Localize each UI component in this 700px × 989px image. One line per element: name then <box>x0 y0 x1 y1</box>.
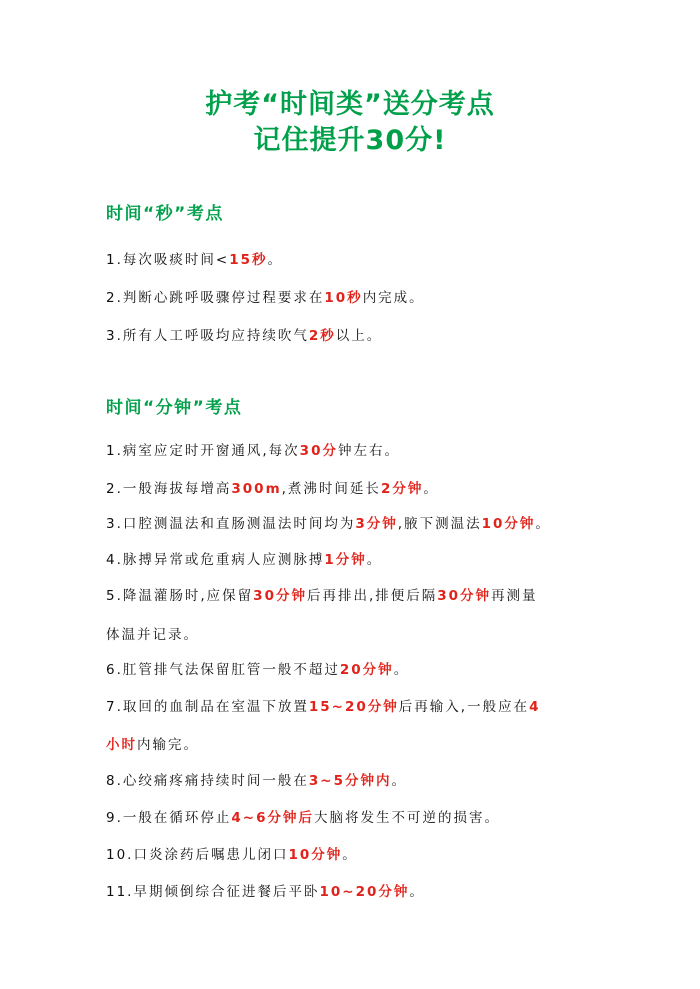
list-item <box>106 625 606 645</box>
highlight-value: 4~6分钟后 <box>231 810 314 826</box>
item-text: 钟左右。 <box>337 443 400 459</box>
highlight-value: 2秒 <box>308 328 336 344</box>
list-item <box>106 771 606 791</box>
item-text: 再测量 <box>491 588 538 604</box>
list-item <box>106 845 606 865</box>
item-text: 8.心绞痛疼痛持续时间一般在 <box>106 773 309 789</box>
list-item <box>106 514 606 534</box>
item-text: 。 <box>393 662 410 678</box>
item-text: ,腋下测温法 <box>397 516 482 532</box>
list-item <box>106 288 606 308</box>
highlight-value: 2分钟 <box>380 481 424 497</box>
item-text: 内完成。 <box>362 290 425 306</box>
item-text: 内输完。 <box>137 737 199 753</box>
item-text: 以上。 <box>335 328 383 344</box>
highlight-value: 300m <box>231 481 282 497</box>
highlight-value: 小时 <box>106 737 137 753</box>
highlight-value: 20分钟 <box>339 662 394 678</box>
highlight-value: 3分钟 <box>355 516 398 532</box>
highlight-value: 10分钟 <box>481 516 536 532</box>
item-text: 体温并记录。 <box>106 627 199 643</box>
item-text: 11.早期倾倒综合征进餐后平卧 <box>106 884 320 900</box>
item-text: 大脑将发生不可逆的损害。 <box>314 810 500 826</box>
list-item <box>106 660 606 680</box>
list-item <box>106 882 606 902</box>
highlight-value: 10秒 <box>324 290 363 306</box>
item-text: ,煮沸时间延长 <box>281 481 381 497</box>
list-item <box>106 808 606 828</box>
section-heading-minutes: 时间“分钟”考点 <box>106 398 243 418</box>
list-item <box>106 735 606 755</box>
highlight-value: 15秒 <box>229 252 268 268</box>
highlight-value: 30分 <box>299 443 338 459</box>
highlight-value: 4 <box>529 699 541 715</box>
item-text: 。 <box>391 773 407 789</box>
highlight-value: 1分钟 <box>324 552 367 568</box>
item-text: 。 <box>342 847 358 863</box>
item-text: 。 <box>366 552 383 568</box>
item-text: 1.每次吸痰时间< <box>106 252 230 268</box>
list-item <box>106 697 606 717</box>
item-text: 3.口腔测温法和直肠测温法时间均为 <box>106 516 356 532</box>
list-item <box>106 250 606 270</box>
item-text: 5.降温灌肠时,应保留 <box>106 588 254 604</box>
highlight-value: 10~20分钟 <box>319 884 410 900</box>
item-text: 2.一般海拔每增高 <box>106 481 232 497</box>
highlight-value: 10分钟 <box>288 847 343 863</box>
list-item <box>106 326 606 346</box>
list-item <box>106 550 606 570</box>
item-text: 1.病室应定时开窗通风,每次 <box>106 443 300 459</box>
highlight-value: 15~20分钟 <box>308 699 399 715</box>
page-title-line1: 护考“时间类”送分考点 <box>205 89 495 120</box>
item-text: 。 <box>423 481 439 497</box>
item-text: 。 <box>535 516 551 532</box>
highlight-value: 30分钟 <box>437 588 492 604</box>
item-text: 。 <box>409 884 425 900</box>
highlight-value: 3~5分钟内 <box>308 773 392 789</box>
item-text: 7.取回的血制品在室温下放置 <box>106 699 309 715</box>
item-text: 2.判断心跳呼吸骤停过程要求在 <box>106 290 325 306</box>
page-title-line2: 记住提升30分! <box>253 125 447 156</box>
list-item <box>106 586 606 606</box>
item-text: 9.一般在循环停止 <box>106 810 232 826</box>
highlight-value: 30分钟 <box>253 588 307 604</box>
section-heading-seconds: 时间“秒”考点 <box>106 204 224 224</box>
item-text: 4.脉搏异常或危重病人应测脉搏 <box>106 552 325 568</box>
item-text: 10.口炎涂药后嘱患儿闭口 <box>106 847 289 863</box>
item-text: 后再排出,排便后隔 <box>306 588 438 604</box>
list-item <box>106 441 606 461</box>
item-text: 6.肛管排气法保留肛管一般不超过 <box>106 662 340 678</box>
item-text: 3.所有人工呼吸均应持续吹气 <box>106 328 309 344</box>
item-text: 后再输入,一般应在 <box>398 699 530 715</box>
list-item <box>106 479 606 499</box>
item-text: 。 <box>267 252 283 268</box>
